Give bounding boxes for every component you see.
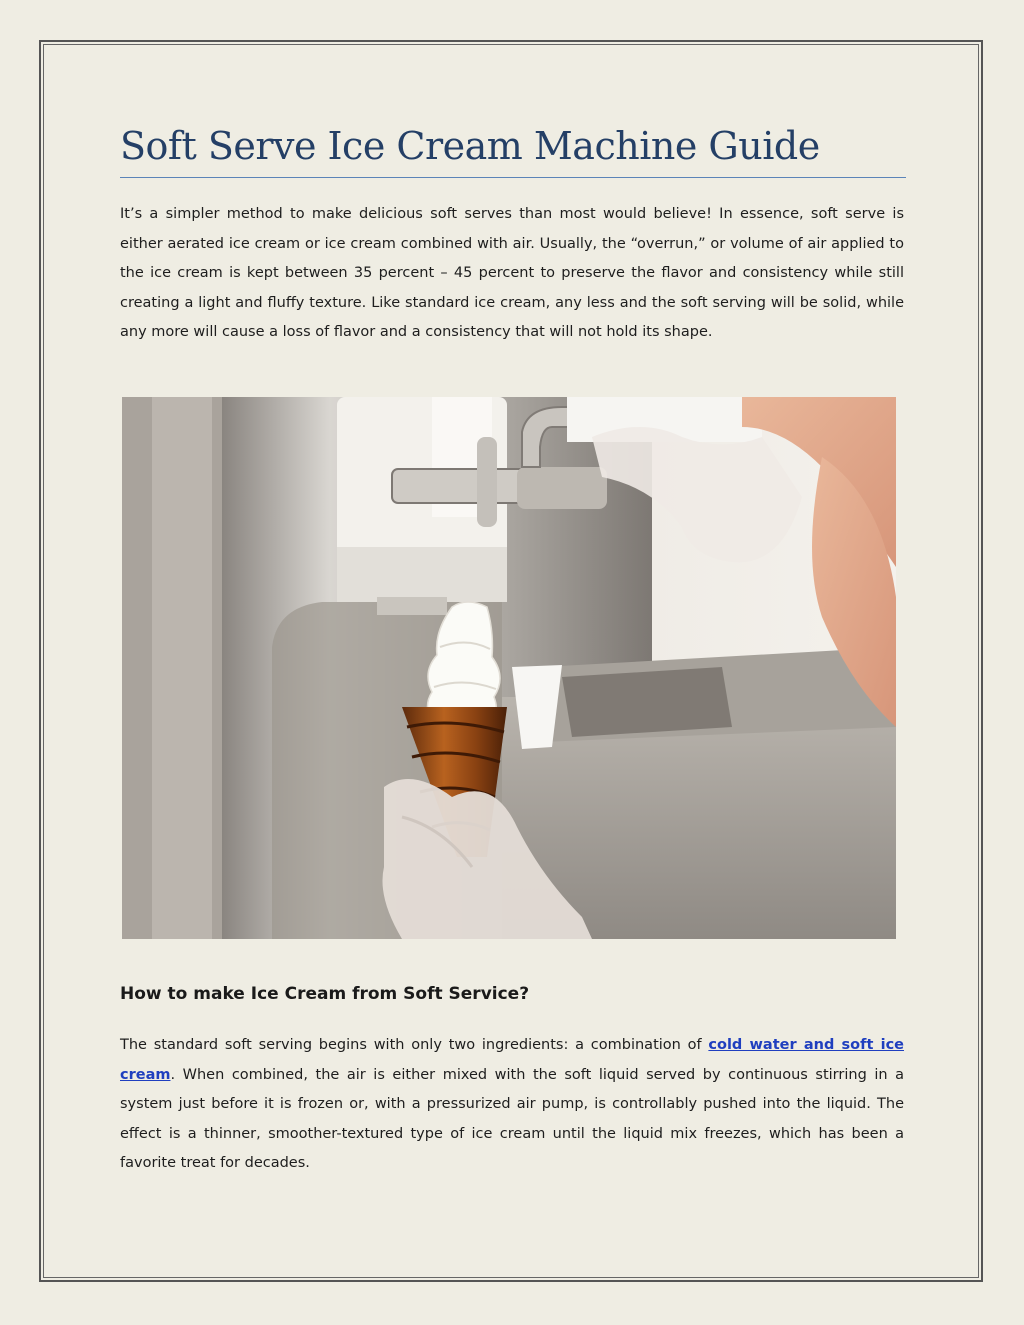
soft-serve-illustration	[122, 397, 896, 939]
ingredients-link[interactable]: cold water and soft ice cream	[120, 1037, 904, 1083]
page-title: Soft Serve Ice Cream Machine Guide	[120, 124, 820, 168]
section-text-after-link: . When combined, the air is either mixed with the soft liquid served by continuous stirring in a system just before it is frozen or, with a pressurized air pump, is controllably pushed into the liquid. The effect is a thinner, smoother-textured type of ice cream until the liquid mix freezes, which has been a favorite treat for decades.	[120, 1066, 904, 1171]
soft-serve-machine-photo	[122, 397, 896, 939]
section-paragraph	[120, 1031, 904, 1179]
intro-paragraph: It’s a simpler method to make delicious soft serves than most would believe! In essence, soft serve is either aerated ice cream or ice cream combined with air. Usually, the “overrun,” or volume of air applied to the ice cream is kept between 35 percent – 45 percent to preserve the flavor and consistency while still creating a light and fluffy texture. Like standard ice cream, any less and the soft serving will be solid, while any more will cause a loss of flavor and a consistency that will not hold its shape.	[120, 206, 904, 340]
section-heading: How to make Ice Cream from Soft Service?	[120, 984, 530, 1004]
title-underline	[120, 177, 906, 178]
section-text-before-link: The standard soft serving begins with only two ingredients: a combination of	[120, 1037, 709, 1053]
